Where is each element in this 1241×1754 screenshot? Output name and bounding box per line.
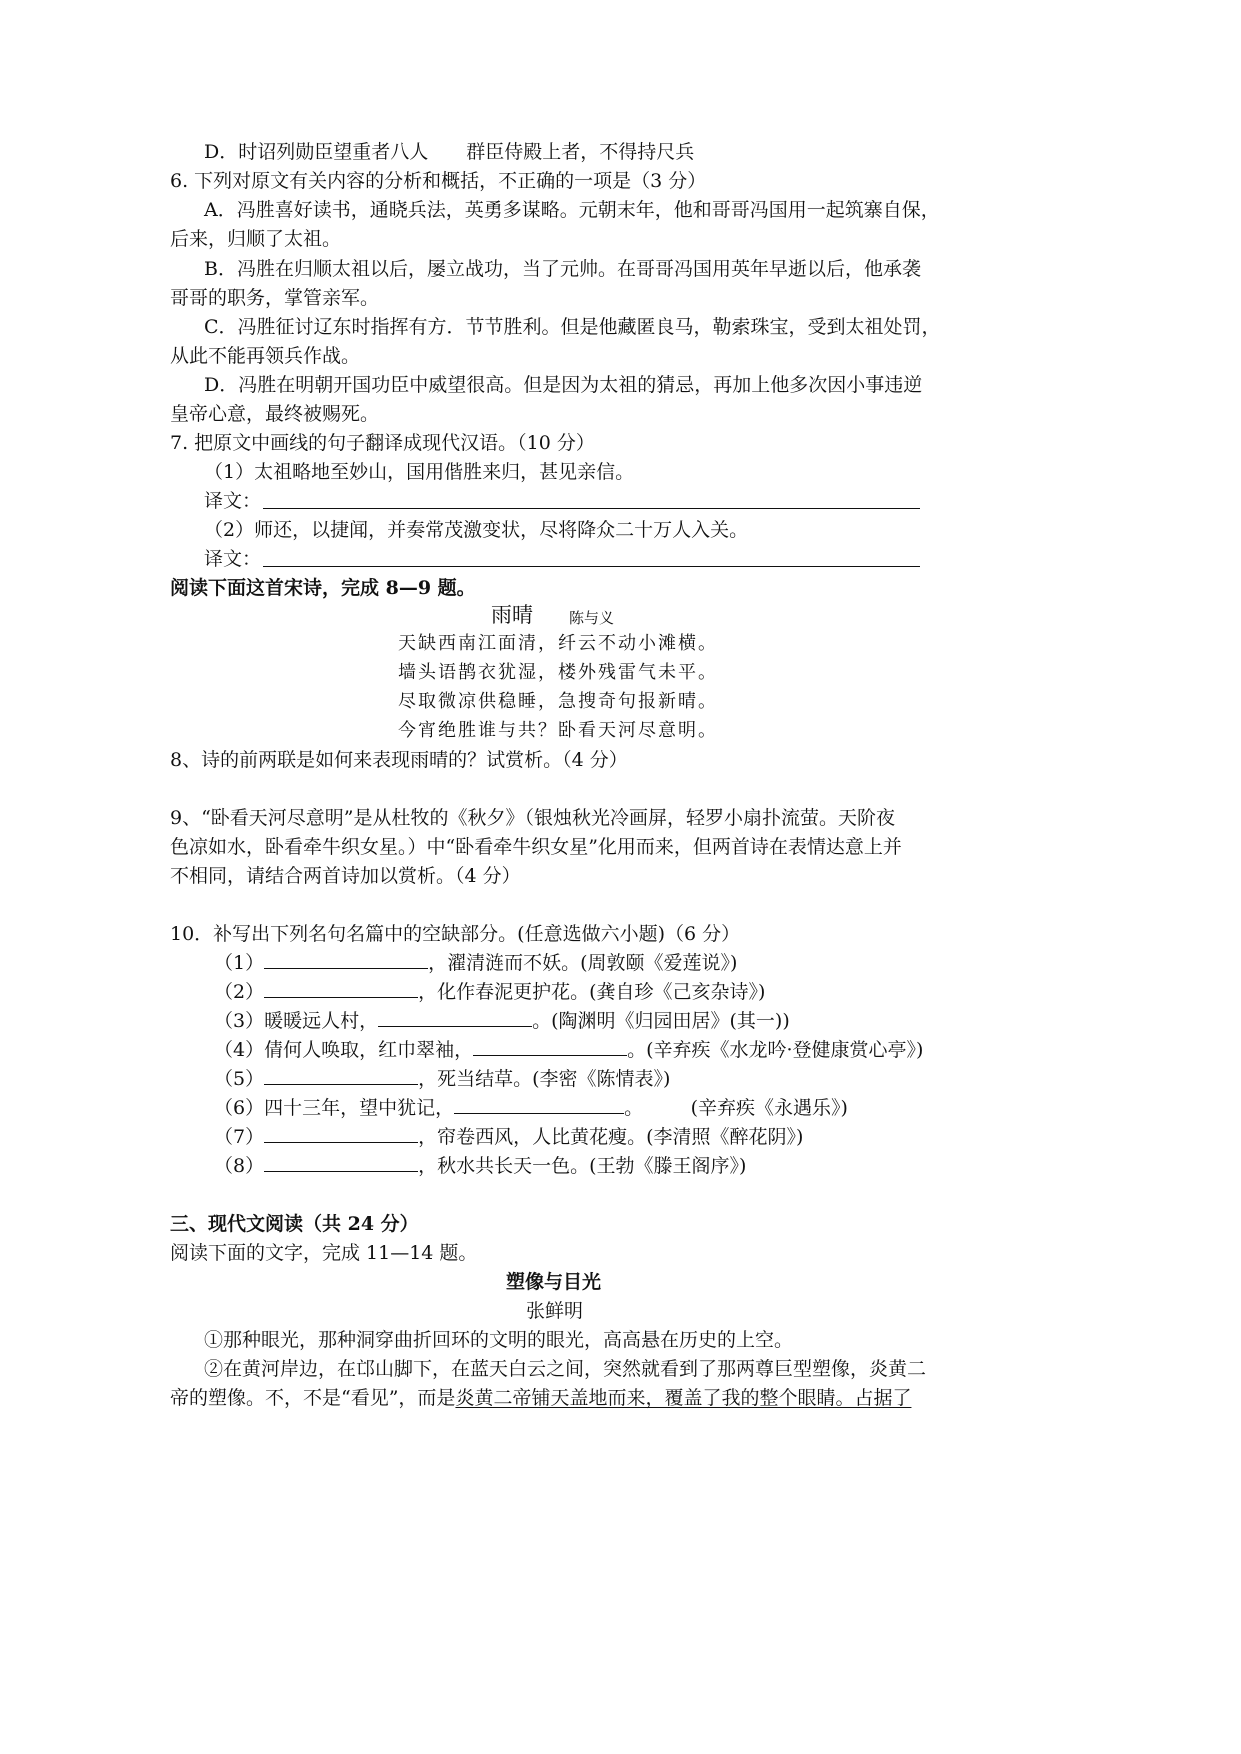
item-number: （8）	[214, 1155, 265, 1177]
q6-option-d-line1: D．冯胜在明朝开国功臣中威望很高。但是因为太祖的猜忌，再加上他多次因小事违逆	[204, 374, 923, 396]
q10-item2	[214, 979, 765, 1005]
q7-translation2-label: 译文：	[204, 548, 262, 570]
paragraph-text: 帝的塑像。不，不是“看见”，而是	[170, 1387, 456, 1409]
q10-stem: 10．补写出下列名句名篇中的空缺部分。(任意选做六小题)（6 分）	[170, 923, 741, 945]
fill-blank	[264, 950, 428, 969]
item-text: ，化作春泥更护花。(龚自珍《己亥杂诗》)	[418, 981, 766, 1003]
q7-stem: 7. 把原文中画线的句子翻译成现代汉语。（10 分）	[170, 432, 595, 454]
poem-author: 陈与义	[569, 609, 615, 627]
essay-paragraph2-line1: ②在黄河岸边，在邙山脚下，在蓝天白云之间，突然就看到了那两尊巨型塑像，炎黄二	[204, 1358, 927, 1380]
q6-option-c-line1: C．冯胜征讨辽东时指挥有方．节节胜利。但是他藏匿良马，勒索珠宝，受到太祖处罚，	[204, 316, 941, 338]
poem-line4: 今宵绝胜谁与共？卧看天河尽意明。	[398, 720, 718, 741]
item-text: ，帘卷西风，人比黄花瘦。(李清照《醉花阴》)	[418, 1126, 804, 1148]
section3-intro: 阅读下面的文字，完成 11—14 题。	[170, 1242, 478, 1264]
poem-intro: 阅读下面这首宋诗，完成 8—9 题。	[170, 577, 476, 599]
q7-translation1-label: 译文：	[204, 490, 262, 512]
q6-option-c-line2: 从此不能再领兵作战。	[170, 345, 361, 367]
item-number: （7）	[214, 1126, 265, 1148]
item-number: （1）	[214, 952, 265, 974]
item-text-pre: （6）四十三年，望中犹记，	[214, 1097, 455, 1119]
q10-item4	[214, 1037, 923, 1063]
item-text: 。 (辛弃疾《永遇乐》)	[624, 1097, 848, 1119]
q6-option-d-line2: 皇帝心意，最终被赐死。	[170, 403, 380, 425]
item-text: ，秋水共长天一色。(王勃《滕王阁序》)	[418, 1155, 747, 1177]
item-text: 。(陶渊明《归园田居》(其一))	[532, 1010, 790, 1032]
answer-line	[263, 508, 920, 509]
q8: 8、诗的前两联是如何来表现雨晴的？试赏析。（4 分）	[170, 749, 628, 771]
item-text: 。(辛弃疾《水龙吟·登健康赏心亭》)	[627, 1039, 924, 1061]
q9-line3: 不相同，请结合两首诗加以赏析。（4 分）	[170, 865, 521, 887]
item-text: ，濯清涟而不妖。(周敦颐《爱莲说》)	[428, 952, 738, 974]
q6-option-a-line2: 后来，归顺了太祖。	[170, 228, 342, 250]
item-text-pre: （4）倩何人唤取，红巾翠袖，	[214, 1039, 474, 1061]
fill-blank	[264, 1124, 418, 1143]
q6-option-a-line1: A．冯胜喜好读书，通晓兵法，英勇多谋略。元朝末年，他和哥哥冯国用一起筑寨自保，	[204, 199, 940, 221]
poem-line2: 墙头语鹊衣犹湿，楼外残雷气未平。	[398, 662, 718, 683]
q9-line2: 色凉如水，卧看牵牛织女星。）中“卧看牵牛织女星”化用而来，但两首诗在表情达意上并	[170, 836, 902, 858]
essay-author: 张鲜明	[526, 1300, 584, 1322]
q10-item6	[214, 1095, 848, 1121]
answer-line	[263, 566, 920, 567]
fill-blank	[378, 1008, 532, 1027]
section3-heading: 三、现代文阅读（共 24 分）	[170, 1213, 419, 1235]
q5-option-d: D．时诏列勋臣望重者八人 群臣侍殿上者，不得持尺兵	[204, 141, 695, 163]
fill-blank	[473, 1037, 627, 1056]
q9-line1: 9、“卧看天河尽意明”是从杜牧的《秋夕》（银烛秋光冷画屏，轻罗小扇扑流萤。天阶夜	[170, 807, 896, 829]
item-number: （2）	[214, 981, 265, 1003]
essay-paragraph1: ①那种眼光，那种洞穿曲折回环的文明的眼光，高高悬在历史的上空。	[204, 1329, 794, 1351]
fill-blank	[454, 1095, 624, 1114]
essay-title: 塑像与目光	[506, 1271, 602, 1293]
essay-paragraph2-line2	[170, 1385, 911, 1411]
fill-blank	[264, 1153, 418, 1172]
poem-line1: 天缺西南江面清，纤云不动小滩横。	[398, 633, 718, 654]
item-number: （5）	[214, 1068, 265, 1090]
q6-option-b-line1: B．冯胜在归顺太祖以后，屡立战功，当了元帅。在哥哥冯国用英年早逝以后，他承袭	[204, 258, 921, 280]
fill-blank	[264, 979, 418, 998]
q10-item3	[214, 1008, 790, 1034]
fill-blank	[264, 1066, 418, 1085]
q6-stem: 6. 下列对原文有关内容的分析和概括，不正确的一项是（3 分）	[170, 170, 707, 192]
item-text: ，死当结草。(李密《陈情表》)	[418, 1068, 671, 1090]
q6-option-b-line2: 哥哥的职务，掌管亲军。	[170, 287, 380, 309]
item-text-pre: （3）暖暖远人村，	[214, 1010, 379, 1032]
q10-item5	[214, 1066, 670, 1092]
poem-title: 雨晴	[491, 603, 533, 627]
underlined-sentence: 炎黄二帝铺天盖地而来，覆盖了我的整个眼睛。占据了	[455, 1387, 912, 1409]
q7-item1: （1）太祖略地至妙山，国用偕胜来归，甚见亲信。	[204, 461, 635, 483]
q10-item7	[214, 1124, 803, 1150]
q7-item2: （2）师还，以捷闻，并奏常茂激变状，尽将降众二十万人入关。	[204, 519, 749, 541]
q10-item1	[214, 950, 737, 976]
poem-line3: 尽取微凉供稳睡，急搜奇句报新晴。	[398, 691, 718, 712]
q10-item8	[214, 1153, 746, 1179]
